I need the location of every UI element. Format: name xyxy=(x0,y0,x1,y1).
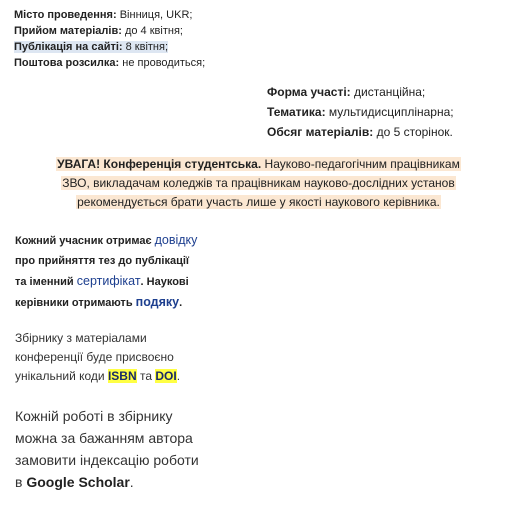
indexing-line-2: можна за бажанням автора xyxy=(15,430,193,446)
warning-line-2: ЗВО, викладачам коледжів та працівникам науково-дослідних установ xyxy=(62,176,455,190)
volume-value: до 5 сторінок. xyxy=(376,125,453,139)
volume-row xyxy=(267,122,454,142)
participant-info xyxy=(15,230,245,313)
submission-value: до 4 квітня; xyxy=(124,25,183,37)
form-label: Форма участі: xyxy=(267,85,351,99)
google-scholar-text: Google Scholar xyxy=(26,474,130,490)
indexing-line-4: в xyxy=(15,474,23,490)
topic-value: мультидисциплінарна; xyxy=(328,105,454,119)
collection-info xyxy=(15,329,180,386)
mailing-value: не проводиться; xyxy=(122,57,206,69)
participant-line-3-end: . Наукові xyxy=(140,276,189,288)
thanks-letter-link[interactable]: подяку xyxy=(135,295,180,309)
doi-mark: DOI xyxy=(155,369,177,383)
participant-line-4: керівники отримають xyxy=(15,297,133,309)
publication-row xyxy=(14,39,205,55)
venue-value: Вінниця, UKR; xyxy=(119,9,193,21)
publication-value: 8 квітня; xyxy=(125,41,169,53)
topic-row xyxy=(267,102,454,122)
participant-line-3: та іменний xyxy=(15,276,74,288)
collection-line-3-end: . xyxy=(176,369,181,383)
event-details xyxy=(14,7,205,71)
venue-row xyxy=(14,7,205,23)
participant-line-4-end: . xyxy=(179,297,183,309)
indexing-line-4-end: . xyxy=(129,474,134,490)
participant-line-1: Кожний учасник отримає xyxy=(15,235,152,247)
acceptance-certificate-link[interactable]: довідку xyxy=(154,233,198,247)
form-row xyxy=(267,82,454,102)
student-conference-warning xyxy=(35,155,482,212)
participation-details xyxy=(267,82,454,142)
certificate-link[interactable]: сертифікат xyxy=(76,274,141,288)
indexing-info xyxy=(15,405,199,493)
isbn-mark: ISBN xyxy=(107,369,137,383)
warning-title: УВАГА! Конференція студентська. xyxy=(57,157,262,171)
indexing-line-3: замовити індексацію роботи xyxy=(15,452,199,468)
venue-label: Місто проведення: xyxy=(14,9,117,21)
and-word: та xyxy=(139,369,153,383)
collection-line-1: Збірнику з матеріалами xyxy=(15,331,147,345)
form-value: дистанційна; xyxy=(354,85,426,99)
publication-highlight xyxy=(14,41,168,53)
volume-label: Обсяг матеріалів: xyxy=(267,125,374,139)
submission-row xyxy=(14,23,205,39)
topic-label: Тематика: xyxy=(267,105,326,119)
warning-line-1 xyxy=(56,157,461,171)
warning-line-1-text: Науково-педагогічним працівникам xyxy=(264,157,460,171)
collection-line-2: конференції буде присвоєно xyxy=(15,350,174,364)
collection-line-3: унікальний коди xyxy=(15,369,105,383)
mailing-row xyxy=(14,55,205,71)
indexing-line-1: Кожній роботі в збірнику xyxy=(15,408,173,424)
mailing-label: Поштова розсилка: xyxy=(14,57,120,69)
submission-label: Прийом матеріалів: xyxy=(14,25,122,37)
warning-line-3: рекомендується брати участь лише у якості наукового керівника. xyxy=(77,195,440,209)
publication-label: Публікація на сайті: xyxy=(14,41,123,53)
participant-line-2: про прийняття тез до публікації xyxy=(15,255,189,267)
